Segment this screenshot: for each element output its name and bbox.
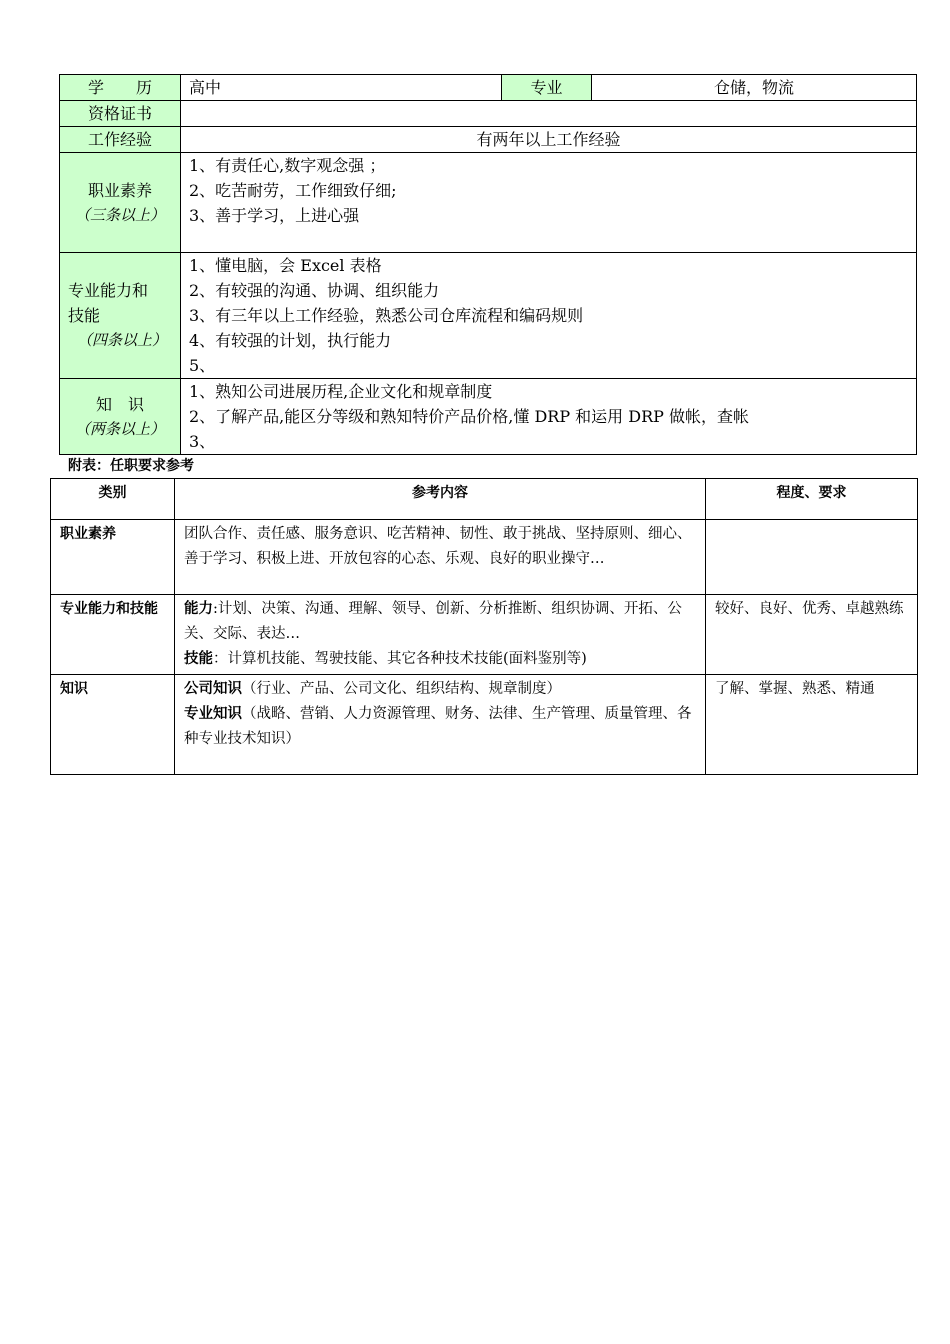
list-item: 2、吃苦耐劳，工作细致仔细;: [189, 181, 397, 200]
company-knowledge-text: （行业、产品、公司文化、组织结构、规章制度）: [242, 681, 561, 697]
row-level: [706, 520, 918, 595]
knowledge-list: [181, 379, 917, 455]
row-level: 了解、掌握、熟悉、精通: [706, 675, 918, 775]
professional-quality-label: [60, 153, 181, 253]
certificate-label: 资格证书: [60, 101, 181, 127]
list-item: 5、: [189, 356, 216, 375]
header-level: 程度、要求: [706, 479, 918, 520]
list-item: 4、有较强的计划，执行能力: [189, 331, 392, 350]
row-level: 较好、良好、优秀、卓越熟练: [706, 595, 918, 675]
row-content: [175, 595, 706, 675]
list-item: 3、: [189, 432, 216, 451]
company-knowledge-label: 公司知识: [184, 681, 242, 697]
major-label: 专业: [502, 75, 592, 101]
professional-quality-list: [181, 153, 917, 253]
education-label: 学 历: [60, 75, 181, 101]
knowledge-note: （两条以上）: [74, 419, 165, 438]
row-category: 知识: [51, 675, 175, 775]
table-row: [51, 595, 918, 675]
row-category: 专业能力和技能: [51, 595, 175, 675]
skills-note: （四条以上）: [76, 331, 167, 349]
skill-text: ：计算机技能、驾驶技能、其它各种技术技能(面料鉴别等): [213, 651, 587, 667]
row-content: 团队合作、责任感、服务意识、吃苦精神、韧性、敢于挑战、坚持原则、细心、善于学习、积极上进、开放包容的心态、乐观、良好的职业操守…: [175, 520, 706, 595]
certificate-value: [181, 101, 917, 127]
list-item: 3、有三年以上工作经验，熟悉公司仓库流程和编码规则: [189, 306, 584, 325]
list-item: 1、懂电脑，会 Excel 表格: [189, 256, 382, 275]
major-value: 仓储，物流: [592, 75, 917, 101]
ability-text: :计划、决策、沟通、理解、领导、创新、分析推断、组织协调、开拓、公关、交际、表达…: [184, 601, 682, 642]
knowledge-title: 知 识: [95, 394, 144, 414]
education-value: 高中: [181, 75, 502, 101]
professional-quality-note: （三条以上）: [74, 205, 165, 224]
table-row: [51, 675, 918, 775]
professional-quality-title: 职业素养: [87, 180, 152, 200]
skills-list: [181, 253, 917, 379]
list-item: 3、善于学习，上进心强: [189, 206, 360, 225]
skills-title-line2: 技能: [68, 306, 101, 325]
skills-label: [60, 253, 181, 379]
experience-value: 有两年以上工作经验: [181, 127, 917, 153]
list-item: 2、了解产品,能区分等级和熟知特价产品价格,懂 DRP 和运用 DRP 做帐，查帐: [189, 407, 749, 426]
list-item: 1、有责任心,数字观念强 ；: [189, 156, 386, 175]
knowledge-label: [60, 379, 181, 455]
row-category: 职业素养: [51, 520, 175, 595]
header-category: 类别: [51, 479, 175, 520]
list-item: 1、熟知公司进展历程,企业文化和规章制度: [189, 382, 493, 401]
skills-title-line1: 专业能力和: [68, 281, 149, 300]
job-requirement-table: [59, 74, 917, 455]
ability-label: 能力: [184, 601, 213, 617]
experience-label: 工作经验: [60, 127, 181, 153]
list-item: 2、有较强的沟通、协调、组织能力: [189, 281, 440, 300]
pro-knowledge-text: （战略、营销、人力资源管理、财务、法律、生产管理、质量管理、各种专业技术知识）: [184, 706, 692, 747]
reference-table: [50, 478, 918, 775]
reference-caption: 附表：任职要求参考: [68, 458, 194, 474]
skill-label: 技能: [184, 651, 213, 667]
pro-knowledge-label: 专业知识: [184, 706, 242, 722]
row-content: [175, 675, 706, 775]
table-row: [51, 520, 918, 595]
header-content: 参考内容: [175, 479, 706, 520]
